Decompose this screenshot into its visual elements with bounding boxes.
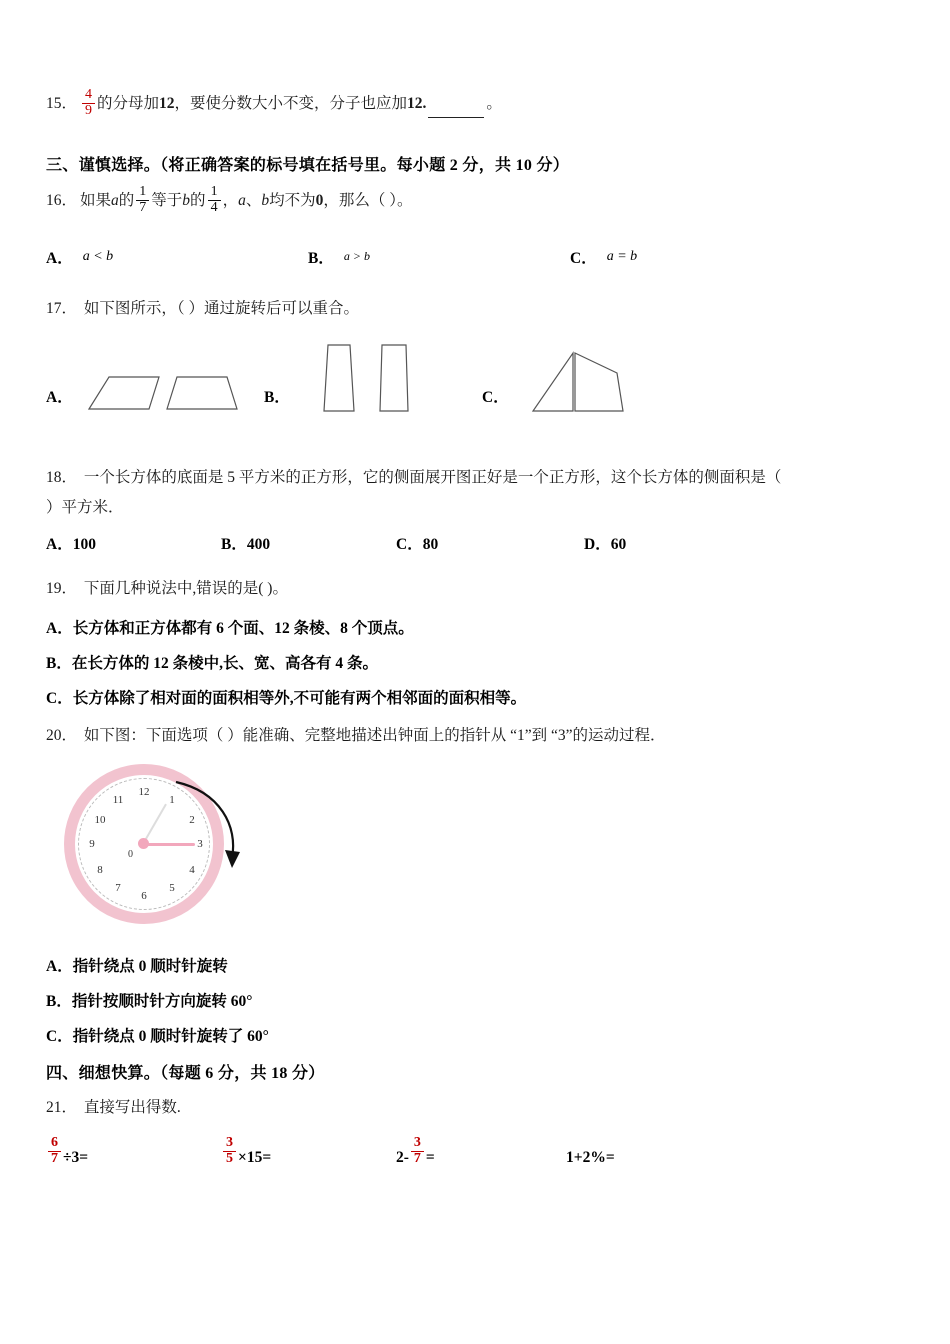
- option-19-a-value: 长方体和正方体都有 6 个面、12 条棱、8 个顶点。: [72, 619, 414, 637]
- option-16-a-label: A．: [46, 249, 73, 267]
- question-16-text-a: 如果: [80, 192, 112, 210]
- clock-number-3: 3: [197, 837, 203, 850]
- two-wings-icon: [517, 337, 657, 437]
- question-18-options: [46, 532, 904, 554]
- question-16-text-b: 的: [118, 192, 135, 210]
- question-19: [46, 574, 904, 603]
- option-19-c[interactable]: [46, 686, 904, 708]
- option-16-b[interactable]: [308, 246, 570, 268]
- question-16-var-a: a: [111, 192, 119, 210]
- fraction-1-7: [136, 185, 149, 215]
- question-15-bold-1: 12: [159, 94, 175, 112]
- question-20-number: 20．: [46, 726, 78, 744]
- fraction-4-9: [82, 88, 95, 118]
- option-19-b-label: B．: [46, 654, 72, 672]
- fraction-3-5: [223, 1136, 236, 1166]
- question-16-text-e: ，: [222, 192, 239, 210]
- option-19-c-value: 长方体除了相对面的面积相等外,不可能有两个相邻面的面积相等。: [72, 689, 527, 707]
- calc-item-3-prefix: 2-: [396, 1148, 409, 1166]
- question-16: [46, 185, 904, 215]
- question-17-options: [46, 337, 904, 437]
- question-16-zero: 0: [315, 192, 324, 210]
- option-20-a[interactable]: [46, 954, 904, 976]
- question-19-options: [46, 616, 904, 708]
- question-15-text-a: 的分母加: [97, 94, 160, 112]
- section-4-heading: 四、细想快算。（每题 6 分，共 18 分）: [46, 1064, 325, 1082]
- clock-number-5: 5: [169, 881, 175, 894]
- question-18: [46, 463, 904, 492]
- two-bars-icon: [298, 337, 438, 437]
- fraction-denominator: 5: [223, 1151, 236, 1167]
- question-16-var-a2: a: [238, 192, 246, 210]
- question-21-text: 直接写出得数.: [83, 1098, 181, 1116]
- option-18-a-value: 100: [72, 536, 96, 554]
- question-15: [46, 88, 904, 118]
- fraction-denominator: 9: [82, 103, 95, 119]
- question-15-text-end: 。: [486, 94, 502, 112]
- question-21-number: 21．: [46, 1098, 78, 1116]
- option-19-b-value: 在长方体的 12 条棱中,长、宽、高各有 4 条。: [71, 654, 378, 672]
- question-17-text: 如下图所示，（ ）通过旋转后可以重合。: [83, 299, 360, 317]
- option-17-a-label: A．: [46, 389, 73, 407]
- fraction-numerator: 1: [139, 184, 147, 200]
- question-15-text-b: ，要使分数大小不变，分子也应加: [174, 94, 408, 112]
- fraction-numerator: 1: [210, 184, 218, 200]
- option-17-c-label: C．: [482, 389, 509, 407]
- option-20-c-value: 指针绕点 0 顺时针旋转了 60°: [72, 1027, 269, 1045]
- fraction-denominator: 4: [208, 200, 221, 216]
- question-16-text-d: 的: [190, 192, 206, 210]
- clock-number-9: 9: [89, 837, 95, 850]
- question-16-text-h: ，那么（ ）。: [323, 192, 413, 210]
- calc-item-4-expr: 1+2%=: [566, 1148, 615, 1166]
- clock-number-6: 6: [141, 889, 147, 902]
- question-16-var-b: b: [182, 192, 191, 210]
- option-16-c-label: C．: [570, 249, 597, 267]
- option-16-b-label: B．: [308, 249, 334, 267]
- question-17: [46, 294, 904, 323]
- clock-number-4: 4: [189, 863, 195, 876]
- option-18-a[interactable]: [46, 532, 221, 554]
- option-19-b[interactable]: [46, 651, 904, 673]
- question-16-text-c: 等于: [151, 192, 183, 210]
- fraction-1-4: [208, 185, 221, 215]
- option-19-a[interactable]: [46, 616, 904, 638]
- option-20-a-value: 指针绕点 0 顺时针旋转: [72, 957, 228, 975]
- question-16-text-f: 、: [245, 192, 262, 210]
- fraction-6-7: [48, 1136, 61, 1166]
- option-16-c[interactable]: [570, 246, 637, 268]
- calc-item-2-op: ×15=: [238, 1148, 272, 1166]
- clock-number-7: 7: [115, 881, 121, 894]
- rotation-arrow-icon: [168, 774, 264, 884]
- question-16-var-b2: b: [261, 192, 270, 210]
- question-21: [46, 1093, 904, 1122]
- question-17-number: 17．: [46, 299, 78, 317]
- option-20-a-label: A．: [46, 957, 73, 975]
- fraction-numerator: 3: [226, 1135, 233, 1151]
- option-20-c-label: C．: [46, 1027, 73, 1045]
- option-18-d-label: D．: [584, 536, 611, 554]
- option-18-a-label: A．: [46, 536, 73, 554]
- fraction-numerator: 6: [51, 1135, 58, 1151]
- question-16-options: [46, 246, 904, 268]
- question-18-text-line2: ）平方米．: [46, 498, 124, 516]
- question-20: [46, 721, 904, 750]
- question-20-options: [46, 954, 904, 1046]
- section-3-heading: 三、谨慎选择。（将正确答案的标号填在括号里。每小题 2 分，共 10 分）: [46, 157, 570, 175]
- option-17-c[interactable]: [482, 337, 657, 437]
- option-18-d[interactable]: [584, 532, 626, 554]
- question-15-bold-2: 12.: [407, 94, 427, 112]
- question-18-line2: [46, 493, 904, 522]
- fraction-numerator: 4: [85, 87, 92, 102]
- clock-number-2: 2: [189, 813, 195, 826]
- option-18-c-value: 80: [422, 536, 439, 554]
- fraction-denominator: 7: [136, 200, 149, 216]
- option-19-c-label: C．: [46, 689, 73, 707]
- option-17-a[interactable]: [46, 337, 264, 437]
- question-15-number: 15．: [46, 94, 78, 112]
- option-16-a[interactable]: [46, 246, 308, 268]
- question-18-text-line1: 一个长方体的底面是 5 平方米的正方形，它的侧面展开图正好是一个正方形，这个长方体的侧面积是（: [83, 469, 782, 487]
- option-18-b-label: B．: [221, 536, 247, 554]
- option-19-a-label: A．: [46, 619, 73, 637]
- calc-item-4: [566, 1136, 615, 1166]
- answer-blank-15[interactable]: [428, 103, 484, 118]
- option-18-b[interactable]: [221, 532, 396, 554]
- question-16-text-g: 均不为: [269, 192, 316, 210]
- question-19-text: 下面几种说法中,错误的是( )。: [83, 580, 288, 598]
- option-18-b-value: 400: [246, 536, 271, 554]
- option-17-b[interactable]: [264, 337, 482, 437]
- clock-figure: [64, 764, 264, 944]
- calc-item-1: [46, 1136, 221, 1166]
- option-20-c[interactable]: [46, 1024, 904, 1046]
- option-18-c-label: C．: [396, 536, 423, 554]
- question-19-number: 19．: [46, 580, 78, 598]
- two-trapezoids-icon: [81, 337, 241, 437]
- fraction-3-7: [411, 1136, 424, 1166]
- option-20-b-value: 指针按顺时针方向旋转 60°: [71, 992, 253, 1010]
- clock-number-10: 10: [94, 813, 106, 826]
- option-16-c-expr: a = b: [606, 248, 638, 264]
- calc-item-3-op: =: [425, 1148, 435, 1166]
- option-20-b-label: B．: [46, 992, 72, 1010]
- clock-number-11: 11: [112, 793, 124, 806]
- clock-number-12: 12: [138, 785, 150, 798]
- question-16-number: 16．: [46, 192, 78, 210]
- option-18-c[interactable]: [396, 532, 584, 554]
- page-content: [46, 88, 904, 1167]
- option-18-d-value: 60: [610, 536, 627, 554]
- option-16-a-expr: a < b: [82, 248, 114, 264]
- question-20-text: 如下图：下面选项（ ）能准确、完整地描述出钟面上的指针从 “1”到 “3”的运动过程．: [83, 726, 666, 744]
- clock-center-dot: [138, 838, 149, 849]
- clock-number-1: 1: [169, 793, 175, 806]
- option-20-b[interactable]: [46, 989, 904, 1011]
- fraction-numerator: 3: [413, 1135, 421, 1151]
- question-18-number: 18．: [46, 469, 78, 487]
- clock-center-label: 0: [128, 848, 133, 860]
- calc-item-1-op: ÷3=: [63, 1148, 89, 1166]
- option-17-b-label: B．: [264, 389, 290, 407]
- calc-item-3: [396, 1136, 566, 1166]
- question-21-items: [46, 1136, 904, 1166]
- option-16-b-expr: a > b: [343, 249, 370, 264]
- clock-number-8: 8: [97, 863, 103, 876]
- fraction-denominator: 7: [411, 1151, 424, 1167]
- fraction-denominator: 7: [48, 1151, 61, 1167]
- calc-item-2: [221, 1136, 396, 1166]
